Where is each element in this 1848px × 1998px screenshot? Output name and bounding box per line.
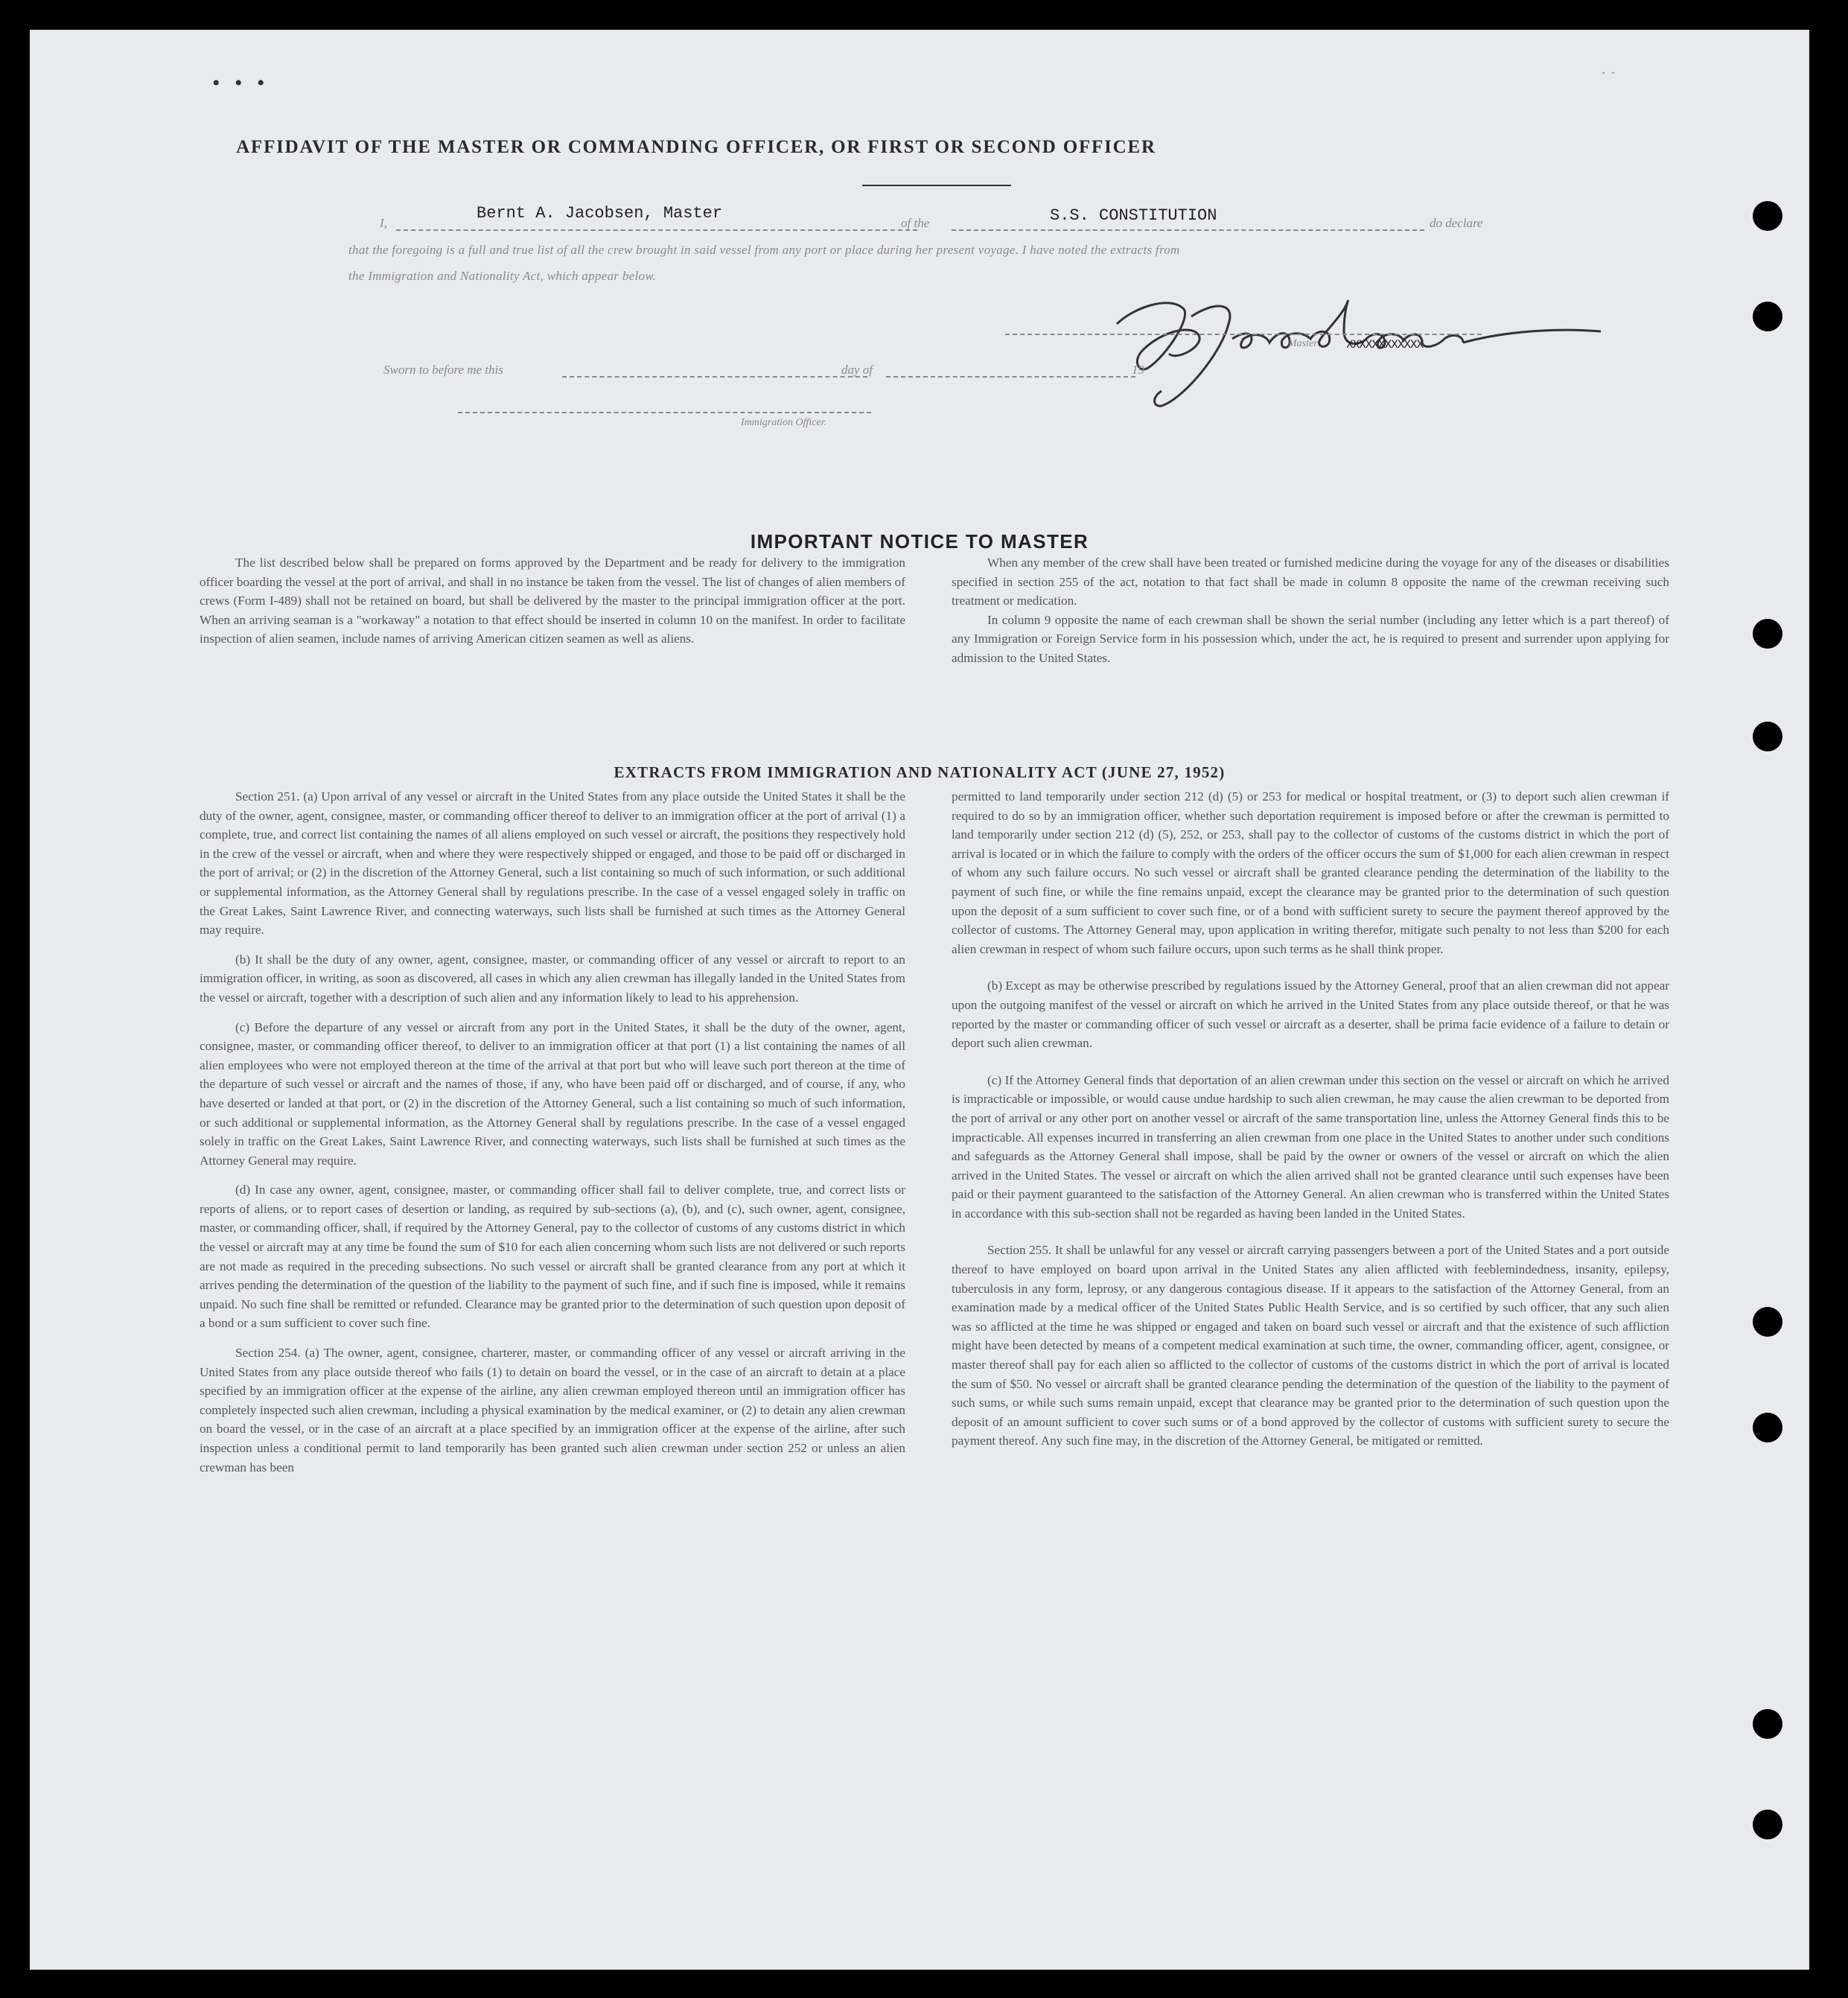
i-label: I, (380, 216, 387, 230)
punch-hole (1753, 1709, 1782, 1739)
punch-hole (1753, 1810, 1782, 1839)
punch-hole (1753, 1413, 1782, 1442)
section-251b: (b) It shall be the duty of any owner, agent, consignee, master, or commanding officer of any vessel or aircraft to report to an immigration officer, in writing, as soon as discovered, all cases in which any alien crewman has illegally landed in the United States from the vessel or aircraft, together with a description of such alien and any information likely to lead to his apprehension. (200, 952, 905, 1005)
punch-hole (1753, 302, 1782, 331)
section-254a-continued: permitted to land temporarily under section 212 (d) (5) or 253 for medical or hospital treatment, or (3) to deport such alien crewman if required to do so by an immigration officer, whether such deportation requirement is imposed before or after the crewman is permitted to land temporarily under section 212 (d) (5), 252, or 253, shall pay to the collector of customs of the customs district in which the port of arrival is located or in which the failure to comply with the orders of the officer occurs the sum of $1,000 for each alien crewman in respect of whom any such failure occurs. No such vessel or aircraft shall be granted clearance pending the determination of the liability to the payment of such fine, or while the fine remains unpaid, except the clearance may be granted prior to the determination of such question upon the deposit of a sum sufficient to cover such fine, or of a bond with sufficient surety to secure the payment thereof approved by the collector of customs. The Attorney General may, upon application in writing therefor, mitigate such penalty to not less than $200 for each alien crewman in respect of whom such failure occurs, upon such terms as he shall think proper. (952, 789, 1669, 956)
officer-label: Immigration Officer. (741, 417, 827, 428)
notice-left-paragraph: The list described below shall be prepared on forms approved by the Department and be ready for delivery to the immigration officer boarding the vessel at the port of arrival, and shall in no instance be taken from the vessel. The list of changes of alien members of crews (Form I-489) shall not be retained on board, but shall be delivered by the master to the principal immigration officer at the port. When an arriving seaman is a "workaway" a notation to that effect should be inserted in column 10 on the manifest. In order to facilitate inspection of alien seamen, include names of arriving American citizen seamen as well as aliens. (200, 556, 905, 646)
corner-specks-right: · · (1601, 63, 1616, 82)
notice-right-paragraph-2: In column 9 opposite the name of each crewman shall be shown the serial number (including any letter which is a part thereof) of any Immigration or Foreign Service form in his possession which, under the act, he is required to present and surrender upon applying for admission to the United States. (952, 612, 1669, 665)
section-255: Section 255. It shall be unlawful for any vessel or aircraft carrying passengers between a port of the United States and a port outside thereof to have employed on board upon arrival in the United States any alien afflicted with feeblemindedness, insanity, epilepsy, tuberculosis in any form, leprosy, or any dangerous contagious disease. If it appears to the satisfaction of the Attorney General, from an examination made by a medical officer of the United States Public Health Service, and is so certified by such officer, that any such alien was so afflicted at the time he was shipped or engaged and taken on board such vessel or aircraft and that the existence of such affliction might have been detected by means of a competent medical examination at such time, the owner, commanding officer, agent, consignee, or master thereof shall pay for each alien so afflicted to the collector of customs of the customs district in which the port of arrival is located the sum of $50. No vessel or aircraft shall be granted clearance pending the determination of the question of the liability to the payment of such sums, or while such sums remain unpaid, except that clearance may be granted prior to the determination of such question upon the deposit of an amount sufficient to cover such sums or of a bond approved by the collector of customs with sufficient surety to secure the payment thereof. Any such fine may, in the discretion of the Attorney General, be mitigated or remitted. (952, 1243, 1669, 1448)
officer-signature-line (458, 412, 871, 413)
notice-right-paragraph-1: When any member of the crew shall have been treated or furnished medicine during the voyage for any of the diseases or disabilities specified in section 255 of the act, notation to that fact shall be made in column 8 opposite the name of the crewman receiving such treatment or medication. (952, 556, 1669, 608)
document-page (30, 30, 1809, 1970)
sworn-label: Sworn to before me this (383, 363, 503, 377)
sworn-month-line (886, 376, 1135, 378)
section-251c: (c) Before the departure of any vessel or aircraft from any port in the United States, it shall be the duty of the owner, agent, consignee, master, or commanding officer thereof, to deliver to an immigration officer at that port (1) a list containing the names of all alien employees who were not employed thereon at the time of the arrival at that port but who will leave such port thereon at the time of the departure of such vessel or aircraft and the names of those, if any, who have been paid off or discharged, and of course, if any, who have deserted or landed at that port, or (2) in the discretion of the Attorney General, such a list containing so much of such information, or such additional or supplemental information, as the Attorney General shall by regulations prescribe. In the case of a vessel engaged solely in traffic on the Great Lakes, Saint Lawrence River, and connecting waterways, such lists shall be furnished at such times as the Attorney General may require. (200, 1019, 905, 1168)
master-label: Master (1288, 338, 1318, 349)
affidavit-title: AFFIDAVIT OF THE MASTER OR COMMANDING OFFICER, OR FIRST OR SECOND OFFICER (236, 137, 1156, 157)
title-rule (862, 185, 1011, 186)
extracts-title: EXTRACTS FROM IMMIGRATION AND NATIONALITY ACT (JUNE 27, 1952) (614, 763, 1226, 781)
master-name: Bernt A. Jacobsen, Master (477, 204, 723, 223)
section-251d: (d) In case any owner, agent, consignee, master, or commanding officer shall fail to deliver complete, true, and correct lists or reports of aliens, or to report cases of desertion or landing, as required by sub-sections (a), (b), and (c), such owner, agent, consignee, master, or commanding officer, shall, if required by the Attorney General, pay to the collector of customs of any customs district in which the vessel or aircraft may at any time be found the sum of $10 for each alien concerning whom such lists are not delivered or such reports are not made as required in the preceding subsections. No such vessel or aircraft shall be granted clearance from any port at which it arrives pending the determination of the question of the liability to the payment of such fine, and if such fine is imposed, while it remains unpaid. No such fine shall be remitted or refunded. Clearance may be granted prior to the determination of such question upon deposit of a bond or a sum sufficient to cover such fine. (200, 1183, 905, 1331)
extracts-right-column (952, 787, 1669, 1451)
vessel-line (952, 229, 1424, 231)
of-the-label: of the (901, 216, 930, 230)
vessel-name: S.S. CONSTITUTION (1050, 206, 1217, 225)
punch-hole (1753, 201, 1782, 231)
section-254c: (c) If the Attorney General finds that deportation of an alien crewman under this section on the vessel or aircraft on which he arrived is impracticable or impossible, or would cause undue hardship to such alien crewman, he may cause the alien crewman to be deported from the port of arrival or any other port on another vessel or aircraft of the same transportation line, unless the Attorney General finds this to be impracticable. All expenses incurred in transferring an alien crewman from one place in the United States to another under such conditions and safeguards as the Attorney General shall impose, shall be paid by the owner or owners of the vessel or aircraft on which the alien arrived in the United States. The vessel or aircraft on which the alien arrived shall not be granted clearance until such expenses have been paid or their payment guaranteed to the satisfaction of the Attorney General. An alien crewman who is transferred within the United States in accordance with this sub-section shall not be regarded as having been landed in the United States. (952, 1072, 1669, 1221)
notice-title: IMPORTANT NOTICE TO MASTER (750, 530, 1089, 553)
notice-left-column (200, 553, 905, 649)
name-line (396, 229, 917, 231)
statement-line-2: the Immigration and Nationality Act, which appear below. (348, 269, 657, 283)
do-declare-label: do declare (1430, 216, 1483, 230)
punch-hole (1753, 619, 1782, 649)
sworn-day-line (562, 376, 867, 378)
master-title-struck: XXXXXXXXXXXX (1346, 338, 1424, 351)
master-signature-line (1005, 334, 1482, 335)
statement-line-1: that the foregoing is a full and true list of all the crew brought in said vessel from any port or place during her present voyage. I have noted the extracts from (348, 243, 1180, 257)
day-of-label: day of (841, 363, 873, 377)
corner-specks: • • • (212, 71, 270, 95)
punch-hole (1753, 722, 1782, 751)
section-254b: (b) Except as may be otherwise prescribed by regulations issued by the Attorney General, proof that an alien crewman did not appear upon the outgoing manifest of the vessel or aircraft on which he arrived in the United States from any place outside thereof, or that he was reported by the master or commanding officer of such vessel or aircraft as a deserter, shall be prima facie evidence of a failure to detain or deport such alien crewman. (952, 979, 1669, 1051)
notice-right-column (952, 553, 1669, 668)
year-label: 19 (1132, 363, 1144, 377)
extracts-left-column (200, 787, 905, 1477)
punch-hole (1753, 1307, 1782, 1337)
section-251a: Section 251. (a) Upon arrival of any vessel or aircraft in the United States from any place outside the United States it shall be the duty of the owner, agent, consignee, master, or commanding officer thereof to deliver to an immigration officer at the port of arrival (1) a complete, true, and correct list containing the names of all aliens employed on such vessel or aircraft, the positions they respectively hold in the crew of the vessel or aircraft, when and where they were respectively shipped or engaged, and those to be paid off or discharged in the port of arrival; or (2) in the discretion of the Attorney General, such a list containing so much of such information, or such additional or supplemental information, as the Attorney General shall by regulations prescribe. In the case of a vessel engaged solely in traffic on the Great Lakes, Saint Lawrence River, and connecting waterways, such lists shall be furnished at such times as the Attorney General may require. (200, 789, 905, 938)
section-254a: Section 254. (a) The owner, agent, consignee, charterer, master, or commanding officer of any vessel or aircraft arriving in the United States from any place outside thereof who fails (1) to detain on board the vessel, or in the case of an aircraft to detain at a place specified by an immigration officer at the expense of the airline, any alien crewman employed thereon until an immigration officer has completely inspected such alien crewman, including a physical examination by the medical examiner, or (2) to detain any alien crewman on board the vessel, or in the case of an aircraft at a place specified by an immigration officer at the expense of the airline, after such inspection unless a conditional permit to land temporarily has been granted such alien crewman under section 252 or unless an alien crewman has been (200, 1346, 905, 1474)
